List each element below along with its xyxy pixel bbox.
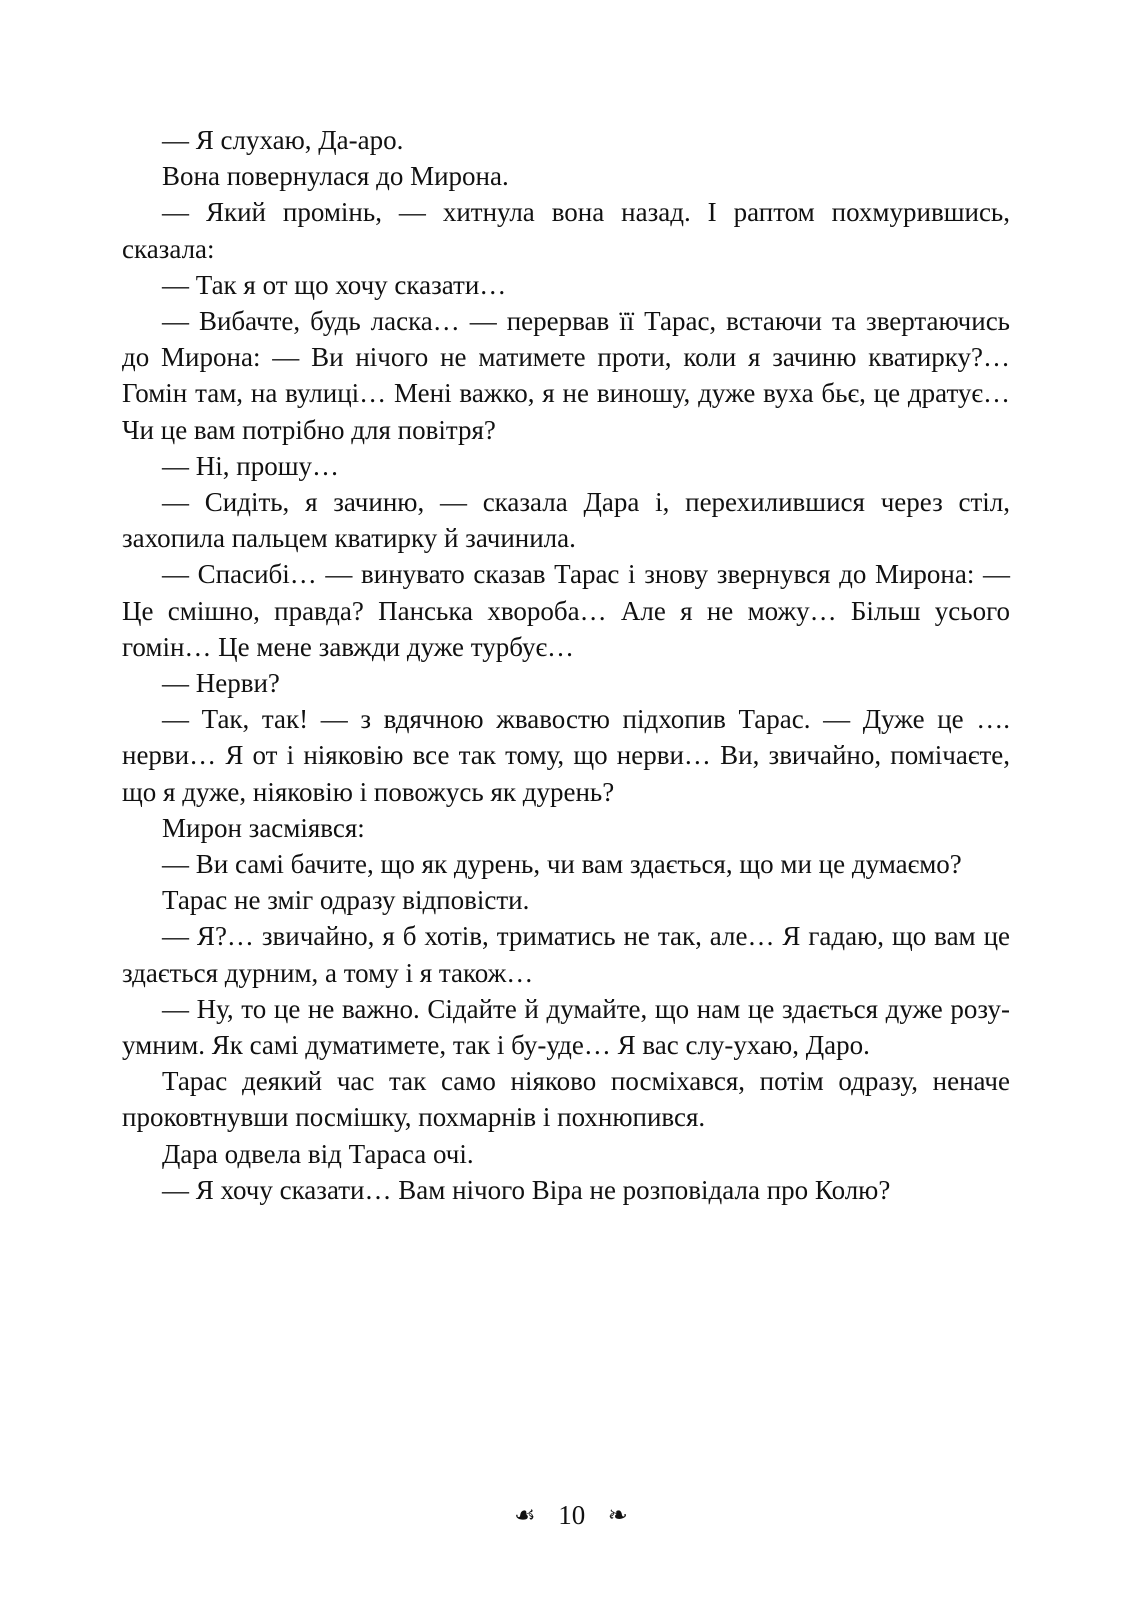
paragraph: Мирон засміявся: <box>162 812 365 843</box>
paragraph: — Так, так! — з вдячною жвавостю підхопив Тарас. — Дуже це …. нерви… Я от і ніяковію все так тому, що нерви… Ви, звичайно, помічаєте, що я дуже, ніяковію і повожусь як дурень? <box>122 704 1010 807</box>
paragraph: Тарас не зміг одразу відповісти. <box>162 885 530 916</box>
paragraph: — Так я от що хочу сказати… <box>162 269 507 300</box>
paragraph: — Який промінь, — хитнула вона назад. І раптом похмурившись, сказала: <box>122 197 1010 264</box>
paragraph: Вона повернулася до Мирона. <box>162 161 509 192</box>
paragraph: Тарас деякий час так само ніяково посміхався, потім одразу, неначе проковтнувши посмішку, похмарнів і похнюпився. <box>122 1066 1010 1133</box>
paragraph: Дара одвела від Тараса очі. <box>162 1138 474 1169</box>
ornament-left-icon: ☙ <box>514 1501 536 1529</box>
ornament-right-icon: ❧ <box>607 1501 628 1529</box>
paragraph: — Спасибі… — винувато сказав Тарас і знову звернувся до Мирона: — Це смішно, правда? Панська хвороба… Але я не можу… Більш усього гомін… Це мене завжди дуже турбує… <box>122 559 1010 662</box>
page-footer <box>0 1497 1142 1534</box>
paragraph: — Я слухаю, Да-аро. <box>162 125 404 155</box>
paragraph: — Я хочу сказати… Вам нічого Віра не розповідала про Колю? <box>162 1174 891 1205</box>
paragraph: — Ну, то це не важно. Сідайте й думайте, що нам це здається дуже розу-умним. Як самі думатимете, так і бу-уде… Я вас слу-ухаю, Даро. <box>122 993 1010 1061</box>
paragraph: — Сидіть, я зачиню, — сказала Дара і, перехилившися через стіл, захопила пальцем кватирку й зачинила. <box>122 487 1010 554</box>
paragraph: — Вибачте, будь ласка… — перервав її Тарас, встаючи та звертаючись до Мирона: — Ви нічого не матимете проти, коли я зачиню кватирку?… Гомін там, на вулиці… Мені важко, я не виношу, дуже вуха бьє, це дратує… Чи це вам потрібно для повітря? <box>122 306 1010 445</box>
paragraph: — Ви самі бачите, що як дурень, чи вам здається, що ми це думаємо? <box>162 849 962 880</box>
paragraph: — Я?… звичайно, я б хотів, триматись не так, але… Я гадаю, що вам це здається дурним, а тому і я також… <box>122 921 1010 988</box>
paragraph: — Нерви? <box>162 668 280 699</box>
paragraph: — Ні, прошу… <box>162 450 339 481</box>
page-number: 10 <box>558 1500 586 1530</box>
page-body <box>122 122 1010 1208</box>
